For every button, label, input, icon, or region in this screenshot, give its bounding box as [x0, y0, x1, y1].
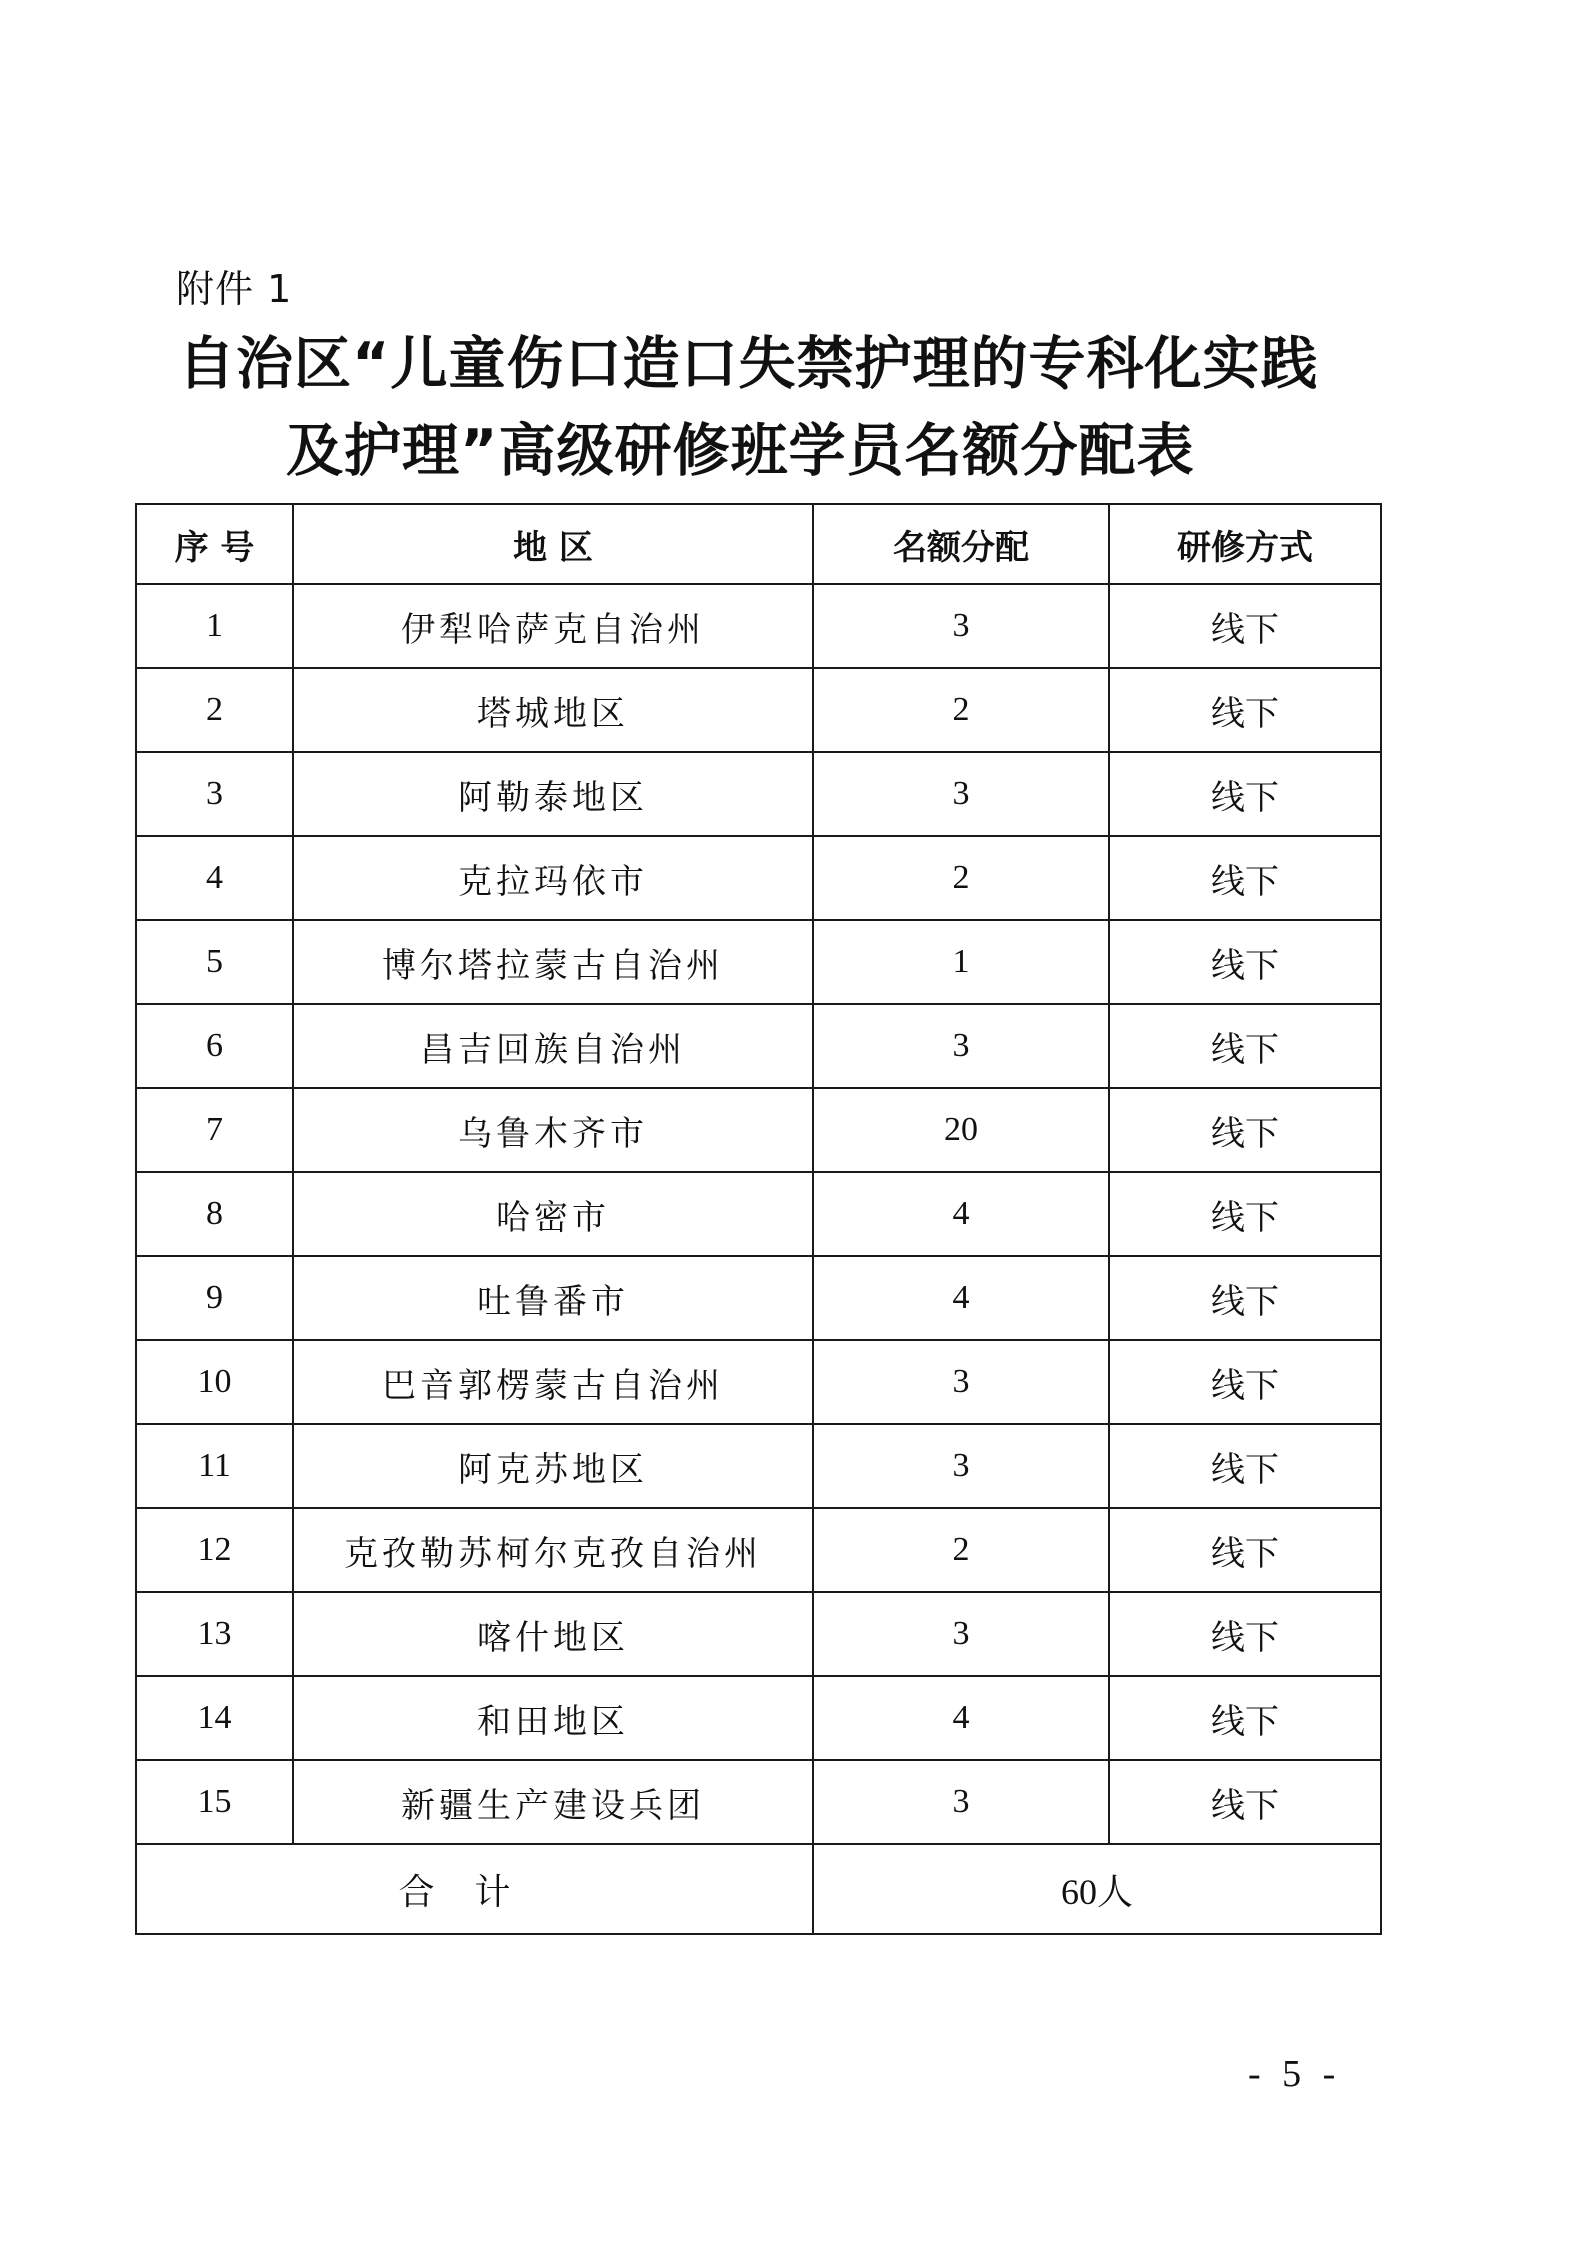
header-mode: 研修方式: [1109, 504, 1381, 584]
row-quota: 3: [813, 1424, 1109, 1508]
page-number: - 5 -: [1248, 2053, 1342, 2095]
table-row: [136, 668, 1381, 752]
row-region: 博尔塔拉蒙古自治州: [293, 920, 813, 1004]
row-index: 15: [136, 1760, 293, 1844]
row-index: 6: [136, 1004, 293, 1088]
table-row: [136, 1676, 1381, 1760]
row-index: 9: [136, 1256, 293, 1340]
row-quota: 3: [813, 1592, 1109, 1676]
row-index: 14: [136, 1676, 293, 1760]
table-row: [136, 920, 1381, 1004]
row-quota: 3: [813, 1760, 1109, 1844]
row-region: 伊犁哈萨克自治州: [293, 584, 813, 668]
row-quota: 2: [813, 836, 1109, 920]
row-index: 10: [136, 1340, 293, 1424]
row-mode: 线下: [1109, 1508, 1381, 1592]
row-quota: 3: [813, 752, 1109, 836]
row-region: 塔城地区: [293, 668, 813, 752]
row-index: 1: [136, 584, 293, 668]
row-mode: 线下: [1109, 1004, 1381, 1088]
row-quota: 4: [813, 1676, 1109, 1760]
quota-allocation-table: [135, 503, 1382, 1935]
row-region: 昌吉回族自治州: [293, 1004, 813, 1088]
row-region: 克孜勒苏柯尔克孜自治州: [293, 1508, 813, 1592]
row-index: 11: [136, 1424, 293, 1508]
row-region: 吐鲁番市: [293, 1256, 813, 1340]
row-mode: 线下: [1109, 920, 1381, 1004]
row-mode: 线下: [1109, 584, 1381, 668]
header-region: 地 区: [293, 504, 813, 584]
row-region: 和田地区: [293, 1676, 813, 1760]
row-quota: 20: [813, 1088, 1109, 1172]
header-quota: 名额分配: [813, 504, 1109, 584]
row-mode: 线下: [1109, 1760, 1381, 1844]
row-index: 7: [136, 1088, 293, 1172]
table-row: [136, 752, 1381, 836]
row-region: 乌鲁木齐市: [293, 1088, 813, 1172]
document-title-line-1: 自治区“儿童伤口造口失禁护理的专科化实践: [178, 331, 1319, 397]
row-index: 5: [136, 920, 293, 1004]
row-index: 13: [136, 1592, 293, 1676]
row-region: 喀什地区: [293, 1592, 813, 1676]
row-mode: 线下: [1109, 836, 1381, 920]
row-index: 2: [136, 668, 293, 752]
row-region: 克拉玛依市: [293, 836, 813, 920]
table-row: [136, 584, 1381, 668]
row-mode: 线下: [1109, 1424, 1381, 1508]
table-row: [136, 1508, 1381, 1592]
row-mode: 线下: [1109, 1676, 1381, 1760]
table-row: [136, 1004, 1381, 1088]
row-mode: 线下: [1109, 1256, 1381, 1340]
row-region: 阿勒泰地区: [293, 752, 813, 836]
attachment-label: 附件 1: [176, 267, 293, 311]
row-index: 3: [136, 752, 293, 836]
table-row: [136, 1340, 1381, 1424]
row-index: 12: [136, 1508, 293, 1592]
table-row: [136, 1256, 1381, 1340]
total-value: 60人: [813, 1844, 1381, 1934]
row-quota: 4: [813, 1172, 1109, 1256]
header-index: 序 号: [136, 504, 293, 584]
row-mode: 线下: [1109, 752, 1381, 836]
table-row: [136, 1592, 1381, 1676]
row-quota: 2: [813, 668, 1109, 752]
row-index: 4: [136, 836, 293, 920]
total-row: [136, 1844, 1381, 1934]
row-mode: 线下: [1109, 1340, 1381, 1424]
table-row: [136, 1760, 1381, 1844]
total-label: 合计: [136, 1844, 813, 1934]
row-quota: 4: [813, 1256, 1109, 1340]
row-mode: 线下: [1109, 668, 1381, 752]
row-region: 阿克苏地区: [293, 1424, 813, 1508]
table-header-row: [136, 504, 1381, 584]
table-row: [136, 1088, 1381, 1172]
row-quota: 1: [813, 920, 1109, 1004]
document-title-line-2: 及护理”高级研修班学员名额分配表: [286, 418, 1195, 484]
row-index: 8: [136, 1172, 293, 1256]
row-region: 哈密市: [293, 1172, 813, 1256]
row-quota: 3: [813, 1004, 1109, 1088]
row-quota: 3: [813, 584, 1109, 668]
row-region: 新疆生产建设兵团: [293, 1760, 813, 1844]
row-mode: 线下: [1109, 1088, 1381, 1172]
table-row: [136, 1172, 1381, 1256]
row-mode: 线下: [1109, 1592, 1381, 1676]
table-row: [136, 1424, 1381, 1508]
row-quota: 3: [813, 1340, 1109, 1424]
row-quota: 2: [813, 1508, 1109, 1592]
table-row: [136, 836, 1381, 920]
row-region: 巴音郭楞蒙古自治州: [293, 1340, 813, 1424]
row-mode: 线下: [1109, 1172, 1381, 1256]
